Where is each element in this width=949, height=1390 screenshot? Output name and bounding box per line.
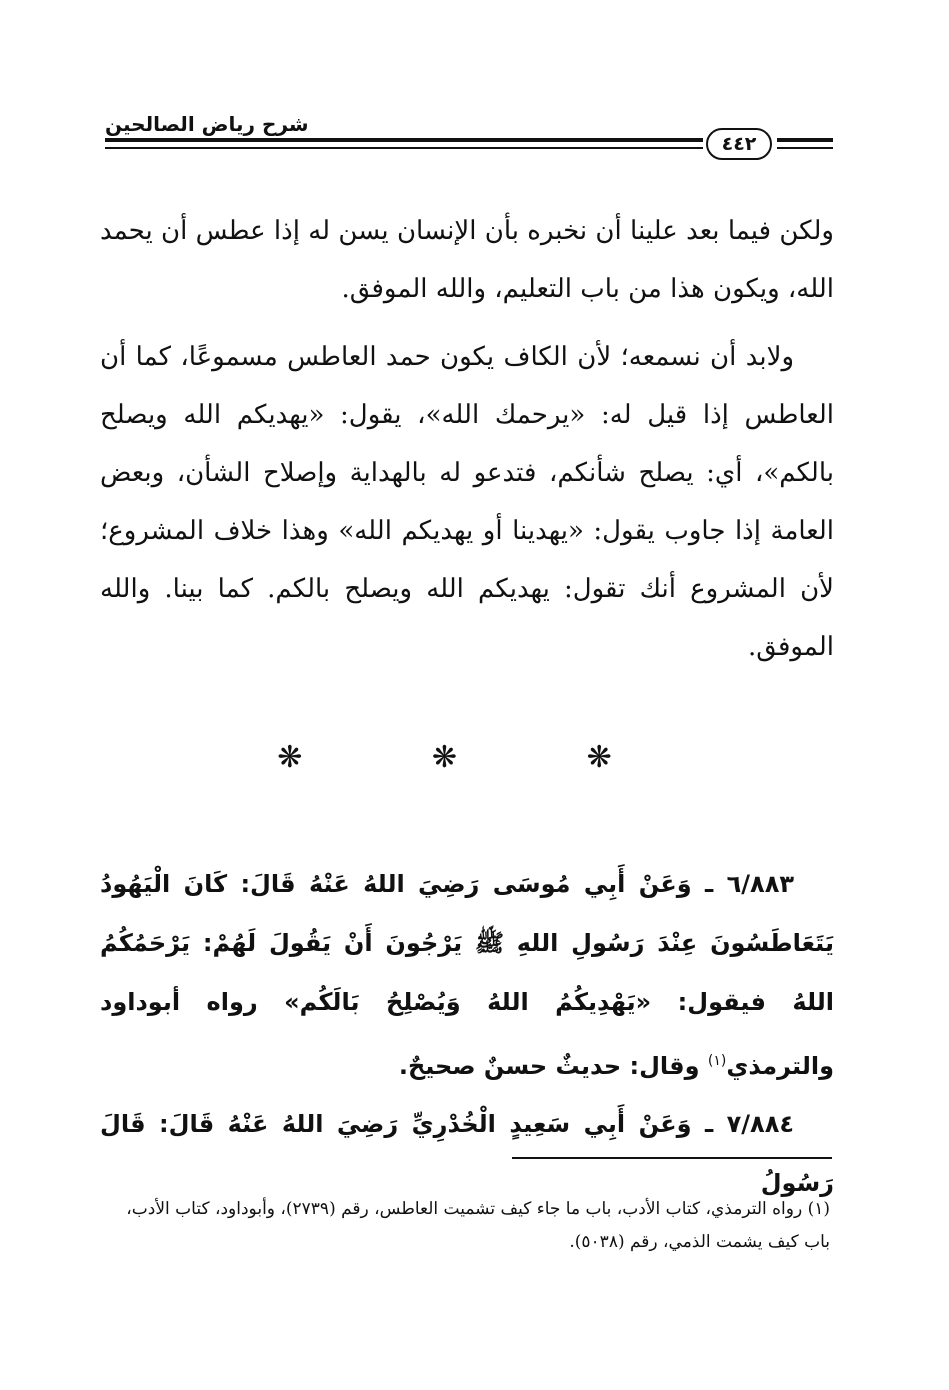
header-rule-thick-right	[777, 138, 833, 142]
footnote-marker: (١)	[707, 1053, 727, 1069]
commentary-paragraph-2	[100, 328, 834, 676]
hadith-884: ٧/٨٨٤ ـ وَعَنْ أَبِي سَعِيدٍ الْخُدْرِيِّ رَضِيَ اللهُ عَنْهُ قَالَ: قَالَ رَسُولُ	[100, 1110, 834, 1197]
header-rule-thin-left	[105, 147, 703, 149]
section-separator: ❋ ❋ ❋	[277, 740, 672, 775]
hadith-883-grading: وقال: حديثٌ حسنٌ صحيحٌ.	[398, 1052, 708, 1080]
hadith-883-text: ٦/٨٨٣ ـ وَعَنْ أَبِي مُوسَى رَضِيَ اللهُ عَنْهُ قَالَ: كَانَ الْيَهُودُ يَتَعَاطَسُونَ عِنْدَ رَسُولِ اللهِ ﷺ يَرْجُونَ أَنْ يَقُولَ لَهُمْ: يَرْحَمُكُمُ اللهُ فيقول: «يَهْدِيكُمُ اللهُ وَيُصْلِحُ بَالَكُم» رواه أبوداود والترمذي	[100, 870, 834, 1080]
running-title: شرح رياض الصالحين	[105, 112, 309, 136]
footnote-divider	[512, 1157, 832, 1159]
page-number: ٤٤٢	[706, 128, 772, 160]
footnotes	[105, 1193, 830, 1259]
header-double-rule-left	[105, 138, 703, 152]
header-double-rule-right	[777, 138, 833, 152]
commentary-paragraph-2-text: ولابد أن نسمعه؛ لأن الكاف يكون حمد العاطس مسموعًا، كما أن العاطس إذا قيل له: «يرحمك الله»، يقول: «يهديكم الله ويصلح بالكم»، أي: يصلح شأنكم، فتدعو له بالهداية وإصلاح الشأن، وبعض العامة إذا جاوب يقول: «يهدينا أو يهديكم الله» وهذا خلاف المشروع؛ لأن المشروع أنك تقول: يهديكم الله ويصلح بالكم. كما بينا. والله الموفق.	[100, 342, 835, 662]
hadith-883	[100, 855, 834, 1096]
footnote-1: (١) رواه الترمذي، كتاب الأدب، باب ما جاء كيف تشميت العاطس، رقم (٢٧٣٩)، وأبوداود، كتاب الأدب، باب كيف يشمت الذمي، رقم (٥٠٣٨).	[126, 1199, 830, 1252]
commentary-paragraph-1: ولكن فيما بعد علينا أن نخبره بأن الإنسان يسن له إذا عطس أن يحمد الله، ويكون هذا من باب التعليم، والله الموفق.	[100, 216, 834, 304]
header-rule-thick-left	[105, 138, 703, 142]
header-rule-thin-right	[777, 147, 833, 149]
